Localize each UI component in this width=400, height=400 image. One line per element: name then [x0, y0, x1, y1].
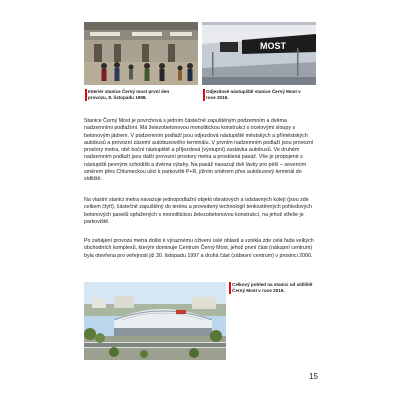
- page-number: 15: [309, 372, 318, 381]
- caption-accent-bar: [85, 89, 87, 101]
- photo-caption-text: Interiér stanice Černý most první den provozu, 8. listopadu 1998.: [88, 89, 170, 101]
- body-paragraph: Stanice Černý Most je povrchová s jedním částečně zapuštěným podzemním a dvěma nadzemními podlažími. Má železobetonovou monolitickou konstrukci s ocelovými sloupy s betonovým jádrem. V podzemním podlaží jsou odjezdová nástupiště městských a příměstských autobusů a provozní zázemí autobusového terminálu. V prvním nadzemním podlaží jsou provozní prostory metra, obě boční nástupiště a příjezdová (výstupní) zastávka autobusů. Ve druhém nadzemním podlaží jsou další provozní prostory metra a prosklená pasáž. Vše je propojené s nástupišti pevnými schodišti a dvěma výtahy. Na pasáž navazují dvě lávky pro pěší – severním směrem přes Chlumeckou ulici k parkovišti P+R, jižním směrem přes autobusový terminál do sídliště.: [84, 118, 314, 183]
- photo-caption: [206, 89, 306, 101]
- metro-station-interior-photo: [84, 22, 198, 85]
- caption-accent-bar: [229, 282, 231, 294]
- photo-caption: [232, 282, 316, 294]
- photo-caption-text: Odjezdové nástupiště stanice Černý Most v roce 2019.: [206, 89, 301, 101]
- photo-caption: [88, 89, 188, 101]
- caption-accent-bar: [203, 89, 205, 101]
- body-paragraph: Na vlastní stanici metra navazuje jednopodlažní objekt obratových a odstavných kolejí (jsou zde celkem čtyři), částečně zapuštěný do terénu a provedený technologií tenkostěnných pohledových betonových panelů spřažených s monolitickou železobetonovou konstrukcí, na jehož střeše je parkoviště.: [84, 197, 312, 225]
- station-aerial-view-photo: [84, 282, 226, 360]
- platform-sign-text: MOST: [260, 41, 286, 51]
- metro-platform-sign-photo: [202, 22, 316, 85]
- photo-caption-text: Celkový pohled na stanici od sídliště Černý Most v roce 2019.: [232, 282, 313, 294]
- body-paragraph: Po zahájení provozu metra došlo k výraznému oživení celé oblasti a vznikla zde celá řada velkých obchodních komplexů, kterým dominuje Centrum Černý Most, jehož první část (nákupní centrum) byla otevřena pro veřejnost již 30. listopadu 1997 a druhá část (zábavní centrum) v prosinci 2000.: [84, 238, 314, 259]
